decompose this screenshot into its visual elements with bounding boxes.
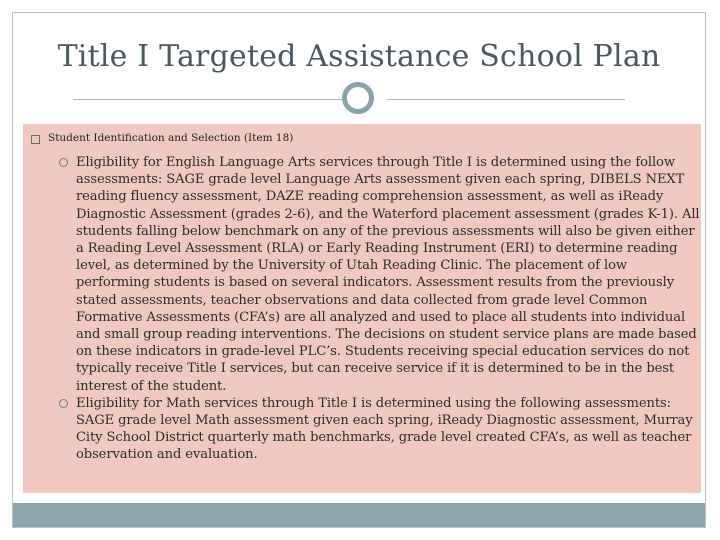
- bullet-level1-text: Student Identification and Selection (Item 18): [48, 132, 294, 144]
- bullet-level2-math: [59, 395, 703, 464]
- bullet-level2-ela: [59, 154, 703, 395]
- circle-ornament-icon: [342, 82, 374, 114]
- bullet-level1: [31, 131, 671, 146]
- title-divider-right: [387, 99, 625, 100]
- footer-bar: [13, 503, 705, 527]
- title-area: [13, 13, 705, 103]
- circle-bullet-icon: [59, 158, 68, 167]
- title-divider-left: [73, 99, 349, 100]
- slide: [12, 12, 706, 528]
- circle-bullet-icon: [59, 399, 68, 408]
- square-bullet-icon: [31, 135, 40, 144]
- bullet-level2-list: [59, 154, 703, 464]
- bullet-level2-text: Eligibility for Math services through Title I is determined using the following assessments: SAGE grade level Math assessment given each spring, iReady Diagnostic assessment, Murray City School District quarterly math benchmarks, grade level created CFA’s, as well as teacher observation and evaluation.: [76, 395, 693, 463]
- bullet-level2-text: Eligibility for English Language Arts services through Title I is determined using the follow assessments: SAGE grade level Language Arts assessment given each spring, DIBELS NEXT reading fluency assessment, DAZE reading comprehension assessment, as well as iReady Diagnostic Assessment (grades 2-6), and the Waterford placement assessment (grades K-1). All students falling below benchmark on any of the previous assessments will also be given either a Reading Level Assessment (RLA) or Early Reading Instrument (ERI) to determine reading level, as determined by the University of Utah Reading Clinic. The placement of low performing students is based on several indicators. Assessment results from the previously stated assessments, teacher observations and data collected from grade level Common Formative Assessments (CFA’s) are all analyzed and used to place all students into individual and small group reading interventions. The decisions on student service plans are made based on these indicators in grade-level PLC’s. Students receiving special education services do not typically receive Title I services, but can receive service if it is determined to be in the best interest of the student.: [76, 155, 700, 394]
- slide-title: Title I Targeted Assistance School Plan: [57, 39, 661, 74]
